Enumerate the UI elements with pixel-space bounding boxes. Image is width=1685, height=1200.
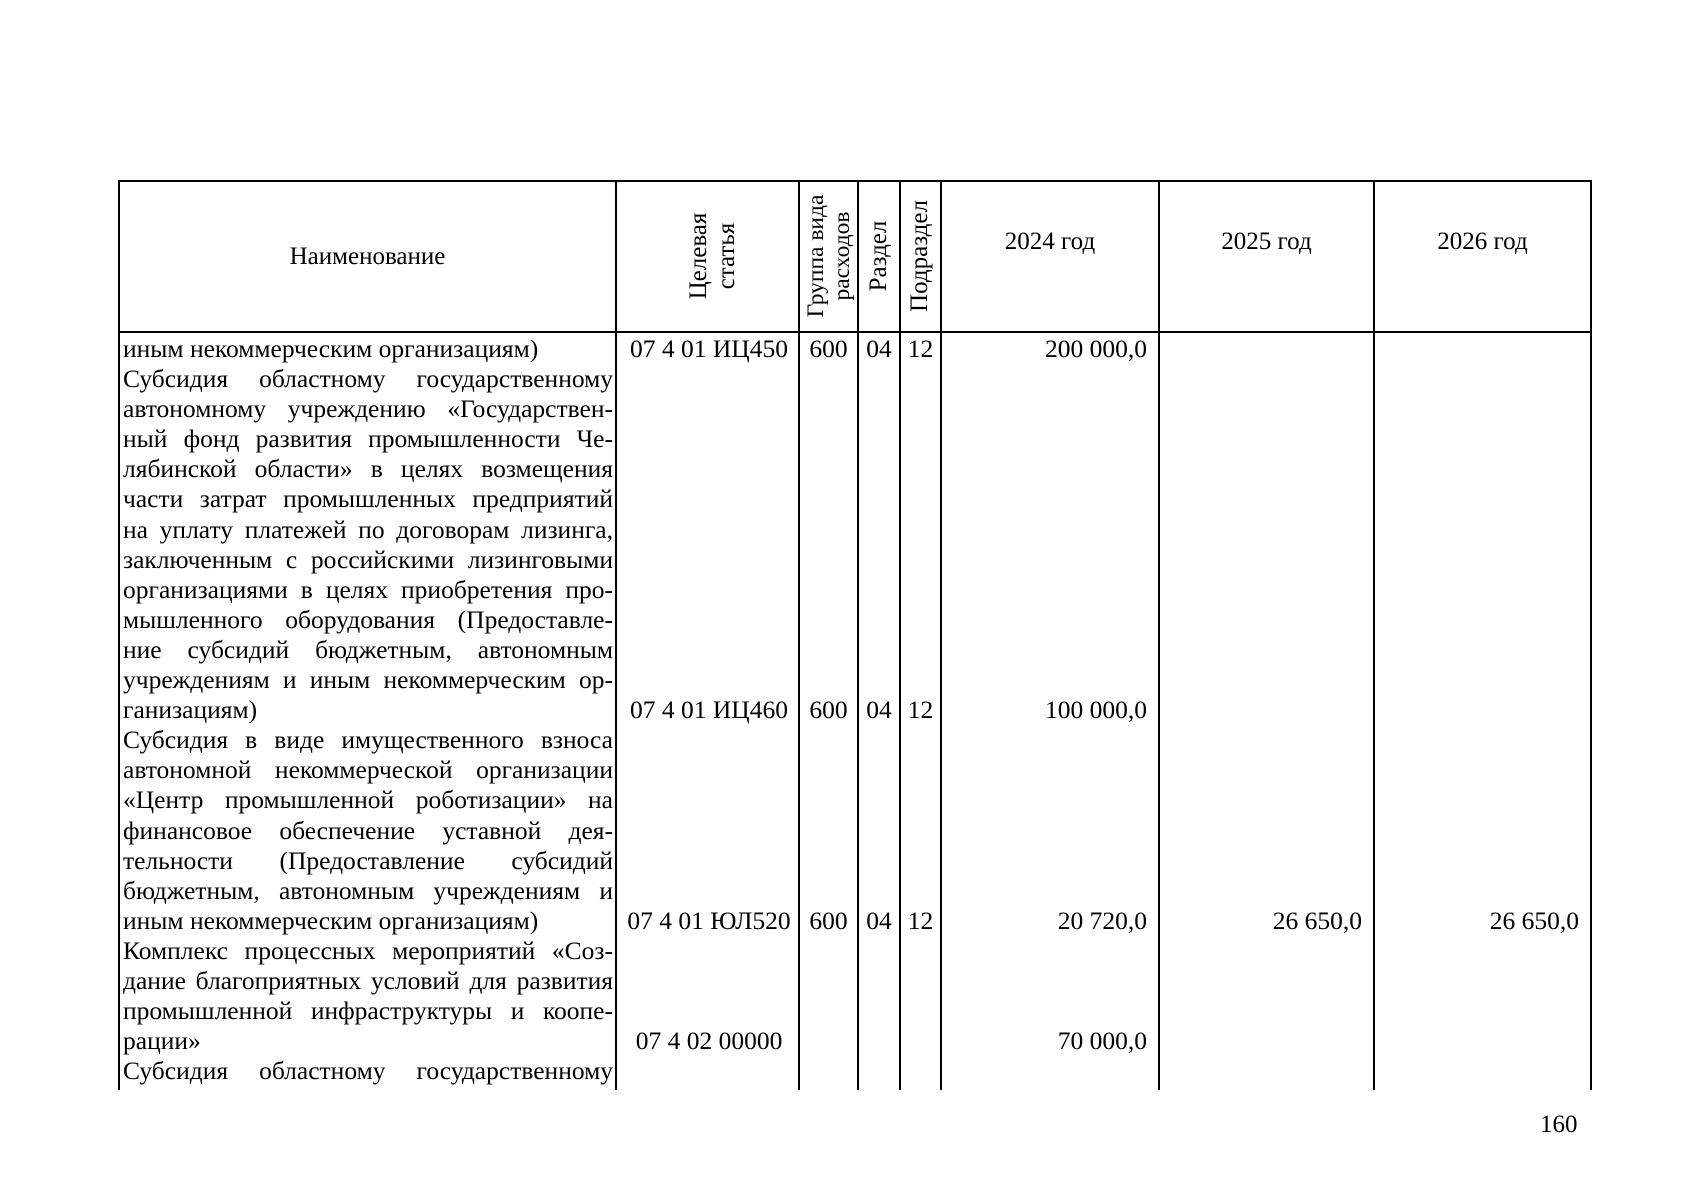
cell-section: 04 [866,695,892,725]
name-line: Субсидия в виде имущественного взноса [123,725,613,755]
name-line: бюджетным, автономным учреждениям и [123,875,613,905]
page-number: 160 [1540,1111,1578,1138]
header-name [120,182,615,330]
name-line: организациями в целях приобретения про- [123,574,613,604]
header-target-article-line1: Целевая [685,212,712,300]
header-2026-text: 2026 год [1437,227,1528,255]
col-divider-2025 [1373,180,1375,1090]
name-line: рации» [123,1026,201,1056]
name-line: ный фонд развития промышленности Че- [123,424,613,454]
cell-2024: 20 720,0 [1057,905,1147,935]
table-right-border [1590,180,1592,1090]
name-line: на уплату платежей по договорам лизинга, [123,514,613,544]
name-line: Комплекс процессных мероприятий «Соз- [123,935,613,965]
cell-target-article: 07 4 01 ЮЛ520 [627,905,791,935]
header-2026 [1375,224,1590,258]
header-2024-text: 2024 год [1004,227,1096,255]
header-section [865,221,893,292]
cell-2024: 200 000,0 [1045,334,1147,363]
name-line: промышленной инфраструктуры и коопе- [123,996,613,1026]
cell-2026: 26 650,0 [1489,905,1579,935]
header-subsection-text: Подраздел [906,200,933,312]
name-line: ние субсидий бюджетным, автономным [123,634,613,664]
cell-subsection: 12 [907,905,934,935]
name-line: ганизациям) [123,695,258,725]
name-line: мышленного оборудования (Предоставле- [123,604,613,634]
name-line: учреждениям и иным некоммерческим ор- [123,665,613,695]
header-expense-group [803,195,855,318]
cell-target-article: 07 4 02 00000 [635,1026,783,1056]
header-2025 [1160,224,1373,258]
col-divider-group [857,180,859,1090]
name-line: тельности (Предоставление субсидий [123,845,613,875]
header-2024 [942,224,1158,258]
cell-subsection: 12 [907,334,934,363]
cell-2024: 70 000,0 [1057,1026,1147,1056]
cell-section: 04 [866,905,892,935]
name-column [123,334,613,1086]
col-divider-section [899,180,901,1090]
header-target-article-line2: статья [713,222,740,290]
cell-expense-group: 600 [809,905,848,935]
cell-2025: 26 650,0 [1272,905,1362,935]
cell-target-article: 07 4 01 ИЦ450 [630,334,788,363]
col-divider-code [798,180,800,1090]
header-target-article [685,213,741,300]
cell-target-article: 07 4 01 ИЦ460 [630,695,788,725]
name-line: лябинской области» в целях возмещения [123,454,613,484]
cell-2024: 100 000,0 [1045,695,1147,725]
name-line: части затрат промышленных предприятий [123,484,613,514]
header-name-text: Наименование [289,242,446,270]
name-line: «Центр промышленной роботизации» на [123,785,613,815]
header-2025-text: 2025 год [1221,227,1312,255]
header-expense-group-line1: Группа вида [803,194,829,318]
header-expense-group-line2: расходов [829,211,855,301]
header-section-text: Раздел [865,220,892,292]
header-subsection [906,200,934,312]
col-divider-2024 [1158,180,1160,1090]
cell-subsection: 12 [907,695,934,725]
cell-section: 04 [866,334,892,363]
name-line: финансовое обеспечение уставной дея- [123,815,613,845]
header-bottom-border [118,331,1591,333]
name-line: иным некоммерческим организациям) [123,905,539,935]
name-line: автономной некоммерческой организации [123,755,613,785]
name-line: иным некоммерческим организациям) [123,334,539,363]
name-line: Субсидия областному государственному [123,1056,613,1086]
name-line: автономному учреждению «Государствен- [123,394,613,424]
cell-expense-group: 600 [809,334,848,363]
name-line: заключенным с российскими лизинговыми [123,544,613,574]
cell-expense-group: 600 [809,695,848,725]
col-divider-subsection [940,180,942,1090]
name-line: Субсидия областному государственному [123,364,613,394]
col-divider-name [615,180,617,1090]
name-line: дание благоприятных условий для развития [123,965,613,995]
